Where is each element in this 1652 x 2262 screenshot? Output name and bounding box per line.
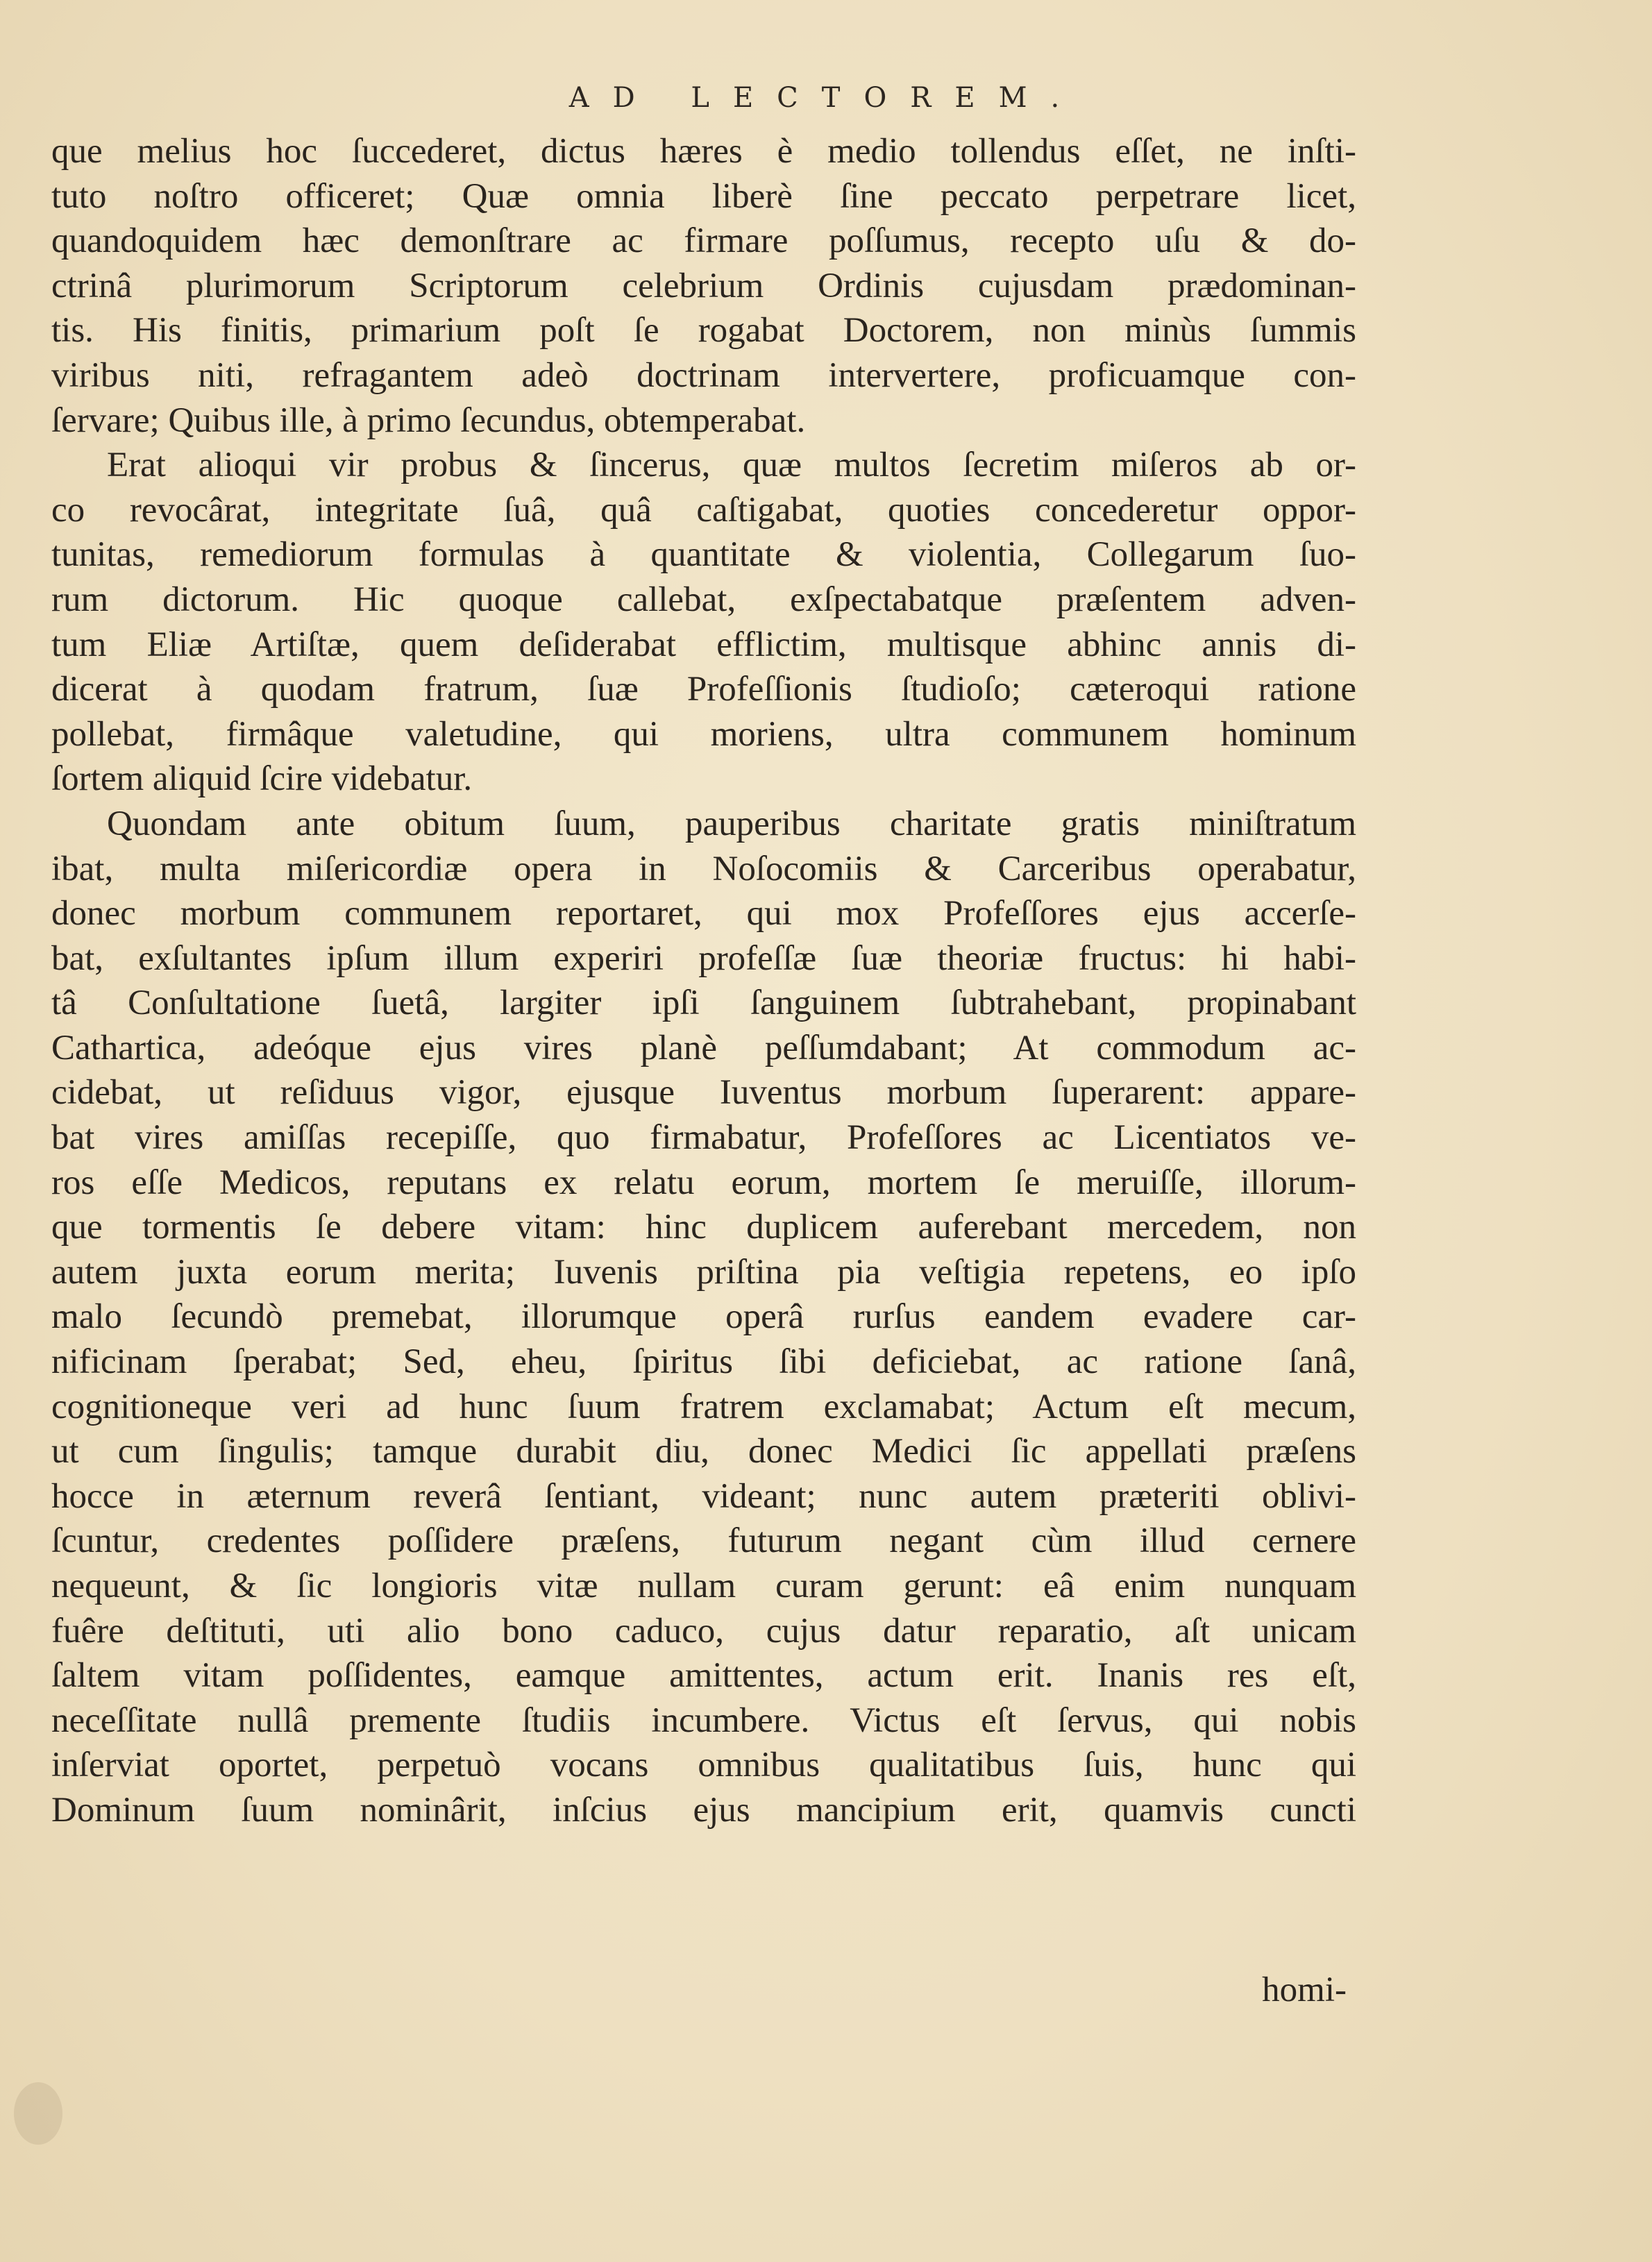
text-line: Erat alioqui vir probus & ſincerus, quæ multos ſecretim miſeros ab or- <box>107 446 1356 485</box>
text-line: pollebat, firmâque valetudine, qui moriens, ultra communem hominum <box>51 714 1356 754</box>
text-line: Dominum ſuum nominârit, inſcius ejus mancipium erit, quamvis cuncti <box>51 1790 1356 1830</box>
running-header: AD LECTOREM. <box>568 82 1084 114</box>
text-line: ſaltem vitam poſſidentes, eamque amittentes, actum erit. Inanis res eſt, <box>51 1656 1356 1696</box>
catchword: homi- <box>1262 1970 1347 2009</box>
text-line: tum Eliæ Artiſtæ, quem deſiderabat efflictim, multisque abhinc annis di- <box>51 625 1356 664</box>
text-line: dicerat à quodam fratrum, ſuæ Profeſſionis ſtudioſo; cæteroqui ratione <box>51 670 1356 709</box>
text-line: bat, exſultantes ipſum illum experiri profeſſæ ſuæ theoriæ fructus: hi habi- <box>51 938 1356 978</box>
text-line: ros eſſe Medicos, reputans ex relatu eorum, mortem ſe meruiſſe, illorum- <box>51 1163 1356 1202</box>
text-line: fuêre deſtituti, uti alio bono caduco, cujus datur reparatio, aſt unicam <box>51 1611 1356 1651</box>
text-line: co revocârat, integritate ſuâ, quâ caſtigabat, quoties concederetur oppor- <box>51 490 1356 530</box>
text-line: tâ Conſultatione ſuetâ, largiter ipſi ſanguinem ſubtrahebant, propinabant <box>51 984 1356 1023</box>
text-line: tis. His finitis, primarium poſt ſe rogabat Doctorem, non minùs ſummis <box>51 311 1356 351</box>
text-line: ſcuntur, credentes poſſidere præſens, futurum negant cùm illud cernere <box>51 1521 1356 1561</box>
text-line: nequeunt, & ſic longioris vitæ nullam curam gerunt: eâ enim nunquam <box>51 1567 1356 1605</box>
text-line: ut cum ſingulis; tamque durabit diu, donec Medici ſic appellati præſens <box>51 1432 1356 1471</box>
text-line: Quondam ante obitum ſuum, pauperibus charitate gratis miniſtratum <box>107 804 1356 843</box>
text-line: tunitas, remediorum formulas à quantitate & violentia, Collegarum ſuo- <box>51 535 1356 575</box>
text-line: ſortem aliquid ſcire videbatur. <box>51 759 473 799</box>
body-text <box>51 129 1356 1833</box>
text-line: donec morbum communem reportaret, qui mox Profeſſores ejus accerſe- <box>51 894 1356 934</box>
text-line: malo ſecundò premebat, illorumque operâ rurſus eandem evadere car- <box>51 1297 1356 1337</box>
paper-stain <box>14 2082 62 2145</box>
text-line: quandoquidem hæc demonſtrare ac firmare poſſumus, recepto uſu & do- <box>51 221 1356 261</box>
text-line: cognitioneque veri ad hunc ſuum fratrem exclamabat; Actum eſt mecum, <box>51 1387 1356 1426</box>
text-line: autem juxta eorum merita; Iuvenis priſtina pia veſtigia repetens, eo ipſo <box>51 1252 1356 1292</box>
text-line: bat vires amiſſas recepiſſe, quo firmabatur, Profeſſores ac Licentiatos ve- <box>51 1118 1356 1158</box>
text-line: ibat, multa miſericordiæ opera in Noſocomiis & Carceribus operabatur, <box>51 849 1356 888</box>
text-line: viribus niti, refragantem adeò doctrinam intervertere, proficuamque con- <box>51 355 1356 395</box>
text-line: ſervare; Quibus ille, à primo ſecundus, obtemperabat. <box>51 400 806 440</box>
text-line: inſerviat oportet, perpetuò vocans omnibus qualitatibus ſuis, hunc qui <box>51 1746 1356 1785</box>
text-line: que tormentis ſe debere vitam: hinc duplicem auferebant mercedem, non <box>51 1208 1356 1247</box>
text-line: neceſſitate nullâ premente ſtudiis incumbere. Victus eſt ſervus, qui nobis <box>51 1700 1356 1740</box>
text-line: ctrinâ plurimorum Scriptorum celebrium Ordinis cujusdam prædominan- <box>51 266 1356 305</box>
text-line: nificinam ſperabat; Sed, eheu, ſpiritus ſibi deficiebat, ac ratione ſanâ, <box>51 1342 1356 1382</box>
text-line: rum dictorum. Hic quoque callebat, exſpectabatque præſentem adven- <box>51 580 1356 619</box>
text-line: hocce in æternum reverâ ſentiant, videant; nunc autem præteriti oblivi- <box>51 1476 1356 1516</box>
text-line: cidebat, ut reſiduus vigor, ejusque Iuventus morbum ſuperarent: appare- <box>51 1073 1356 1113</box>
text-line: que melius hoc ſuccederet, dictus hæres è medio tollendus eſſet, ne inſti- <box>51 132 1356 171</box>
text-line: tuto noſtro officeret; Quæ omnia liberè ſine peccato perpetrare licet, <box>51 176 1356 216</box>
text-line: Cathartica, adeóque ejus vires planè peſſumdabant; At commodum ac- <box>51 1028 1356 1067</box>
